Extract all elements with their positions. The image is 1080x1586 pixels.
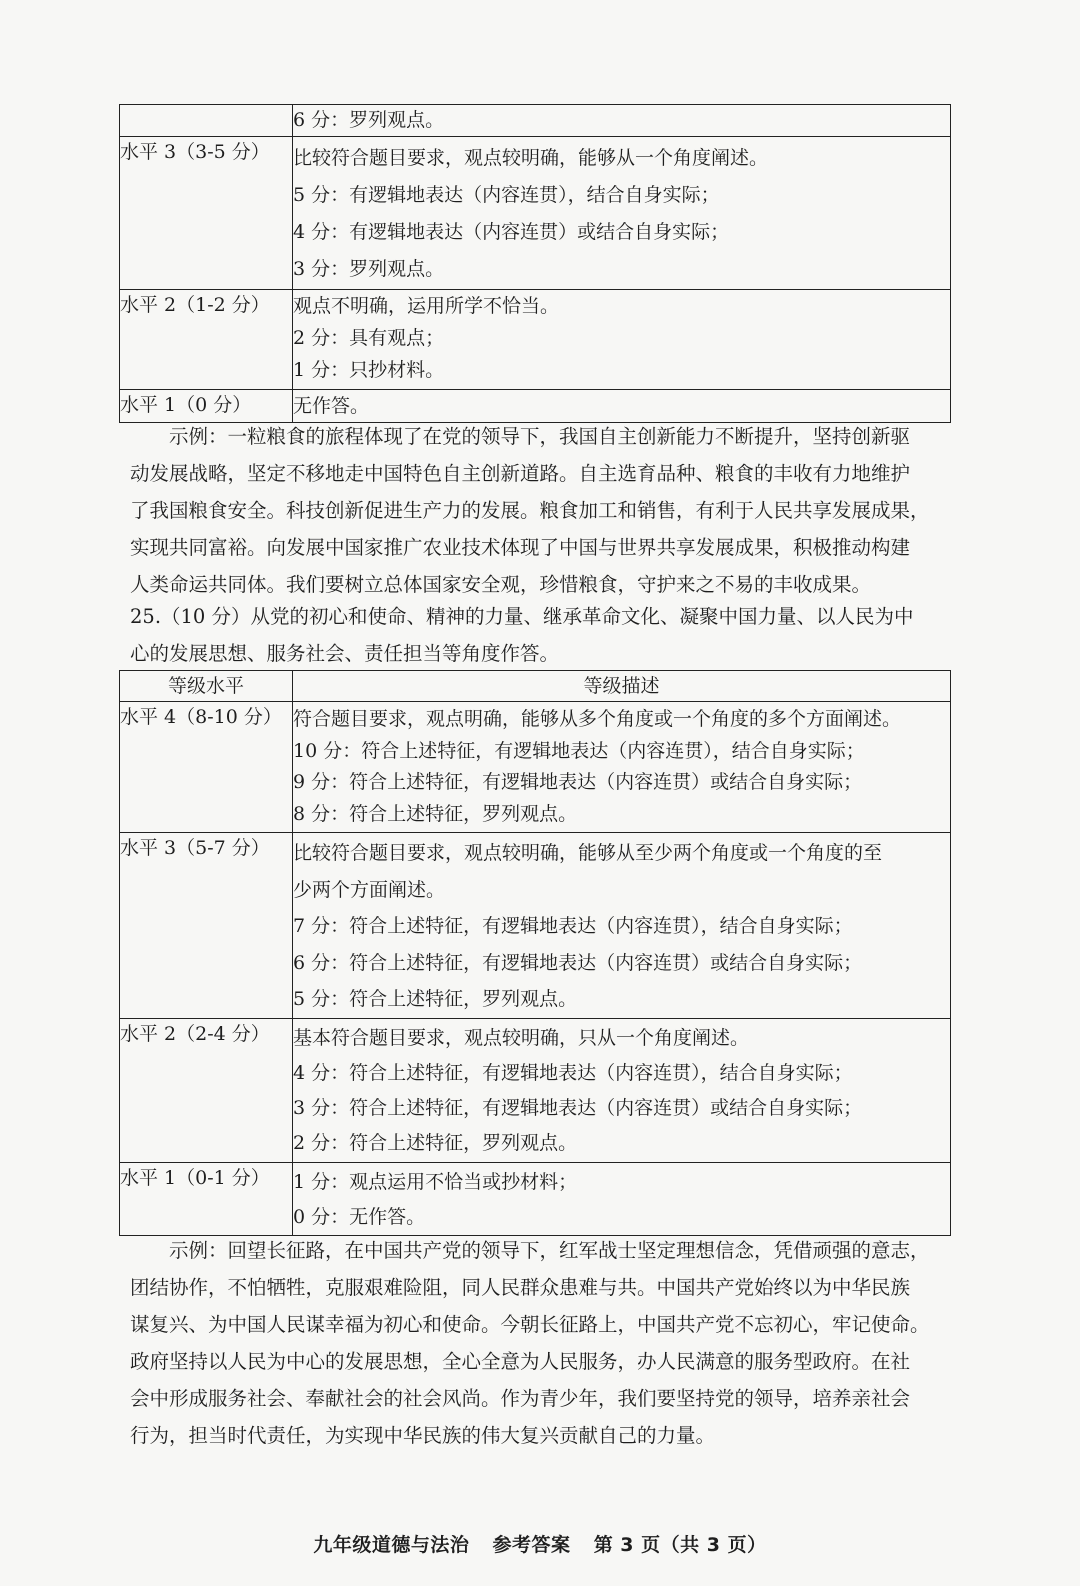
description-cell: [293, 1162, 951, 1235]
description-line: 9 分：符合上述特征，有逻辑地表达（内容连贯）或结合自身实际；: [293, 771, 863, 793]
page-footer: [0, 1530, 1080, 1557]
description-line: 3 分：罗列观点。: [293, 258, 445, 280]
description-line: 6 分：符合上述特征，有逻辑地表达（内容连贯）或结合自身实际；: [293, 951, 863, 974]
table-row: [120, 290, 951, 390]
paragraph-line: 谋复兴、为中国人民谋幸福为初心和使命。今朝长征路上，中国共产党不忘初心，牢记使命。: [130, 1313, 930, 1336]
level-cell: 水平 4（8-10 分）: [120, 702, 293, 833]
paragraph-line: 实现共同富裕。向发展中国家推广农业技术体现了中国与世界共享发展成果，积极推动构建: [130, 536, 911, 559]
table-row: [120, 105, 951, 137]
grading-table-q24: [119, 104, 951, 423]
table-row: [120, 702, 951, 833]
example-answer-q25: [130, 1232, 942, 1454]
description-cell: [293, 702, 951, 833]
description-cell: [293, 290, 951, 390]
paragraph-line: 心的发展思想、服务社会、责任担当等角度作答。: [130, 642, 560, 665]
level-cell: [120, 105, 293, 137]
column-header: 等级水平: [120, 671, 293, 702]
footer-page-number: 第 3 页（共 3 页）: [593, 1534, 767, 1556]
description-line: 4 分：符合上述特征，有逻辑地表达（内容连贯），结合自身实际；: [293, 1061, 853, 1084]
paragraph-line: 人类命运共同体。我们要树立总体国家安全观，珍惜粮食，守护来之不易的丰收成果。: [130, 573, 872, 596]
level-cell: 水平 1（0-1 分）: [120, 1162, 293, 1235]
table-row: [120, 137, 951, 290]
footer-subject: 九年级道德与法治: [313, 1534, 470, 1556]
description-line: 10 分：符合上述特征，有逻辑地表达（内容连贯），结合自身实际；: [293, 739, 865, 762]
level-cell: 水平 1（0 分）: [120, 390, 293, 423]
paragraph-line: 25.（10 分）从党的初心和使命、精神的力量、继承革命文化、凝聚中国力量、以人民为中: [130, 605, 914, 628]
description-cell: [293, 1018, 951, 1162]
level-cell: 水平 3（5-7 分）: [120, 833, 293, 1019]
description-line: 8 分：符合上述特征，罗列观点。: [293, 802, 578, 825]
description-cell: [293, 137, 951, 290]
table-header-row: [120, 671, 951, 702]
table-row: [120, 1018, 951, 1162]
paragraph-line: 团结协作，不怕牺牲，克服艰难险阻，同人民群众患难与共。中国共产党始终以为中华民族: [130, 1276, 911, 1299]
description-line: 5 分：有逻辑地表达（内容连贯），结合自身实际；: [293, 184, 720, 206]
example-answer-q24: [130, 418, 942, 603]
description-line: 2 分：符合上述特征，罗列观点。: [293, 1131, 578, 1154]
paragraph-line: 了我国粮食安全。科技创新促进生产力的发展。粮食加工和销售，有利于人民共享发展成果，: [130, 499, 930, 522]
table-row: [120, 833, 951, 1019]
paragraph-line: 政府坚持以人民为中心的发展思想，全心全意为人民服务，办人民满意的服务型政府。在社: [130, 1350, 911, 1373]
description-line: 2 分：具有观点；: [293, 327, 445, 349]
description-line: 少两个方面阐述。: [293, 878, 446, 901]
description-line: 基本符合题目要求，观点较明确，只从一个角度阐述。: [293, 1026, 750, 1049]
description-line: 比较符合题目要求，观点较明确，能够从至少两个角度或一个角度的至: [293, 842, 883, 864]
description-line: 0 分：无作答。: [293, 1205, 426, 1228]
description-line: 1 分：只抄材料。: [293, 359, 445, 381]
description-cell: [293, 833, 951, 1019]
description-line: 4 分：有逻辑地表达（内容连贯）或结合自身实际；: [293, 221, 730, 243]
question-25: [130, 598, 942, 672]
table-row: [120, 1162, 951, 1235]
footer-doc-title: 参考答案: [492, 1534, 571, 1556]
description-line: 比较符合题目要求，观点较明确，能够从一个角度阐述。: [293, 147, 769, 169]
paragraph-line: 动发展战略，坚定不移地走中国特色自主创新道路。自主选育品种、粮食的丰收有力地维护: [130, 462, 911, 485]
column-header: 等级描述: [293, 671, 951, 702]
level-cell: 水平 2（2-4 分）: [120, 1018, 293, 1162]
paragraph-line: 示例：回望长征路，在中国共产党的领导下，红军战士坚定理想信念，凭借顽强的意志，: [169, 1239, 930, 1262]
paragraph-line: 行为，担当时代责任，为实现中华民族的伟大复兴贡献自己的力量。: [130, 1424, 716, 1447]
description-line: 无作答。: [293, 395, 370, 417]
description-line: 7 分：符合上述特征，有逻辑地表达（内容连贯），结合自身实际；: [293, 915, 853, 937]
paragraph-line: 示例：一粒粮食的旅程体现了在党的领导下，我国自主创新能力不断提升，坚持创新驱: [169, 425, 911, 448]
description-line: 1 分：观点运用不恰当或抄材料；: [293, 1170, 578, 1193]
level-cell: 水平 3（3-5 分）: [120, 137, 293, 290]
level-cell: 水平 2（1-2 分）: [120, 290, 293, 390]
description-line: 5 分：符合上述特征，罗列观点。: [293, 988, 578, 1010]
paragraph-line: 会中形成服务社会、奉献社会的社会风尚。作为青少年，我们要坚持党的领导，培养亲社会: [130, 1387, 911, 1410]
description-line: 3 分：符合上述特征，有逻辑地表达（内容连贯）或结合自身实际；: [293, 1096, 863, 1119]
description-line: 符合题目要求，观点明确，能够从多个角度或一个角度的多个方面阐述。: [293, 708, 902, 730]
grading-table-q25: [119, 670, 951, 1236]
description-line: 6 分：罗列观点。: [293, 109, 445, 131]
description-cell: [293, 105, 951, 137]
description-line: 观点不明确，运用所学不恰当。: [293, 295, 560, 317]
